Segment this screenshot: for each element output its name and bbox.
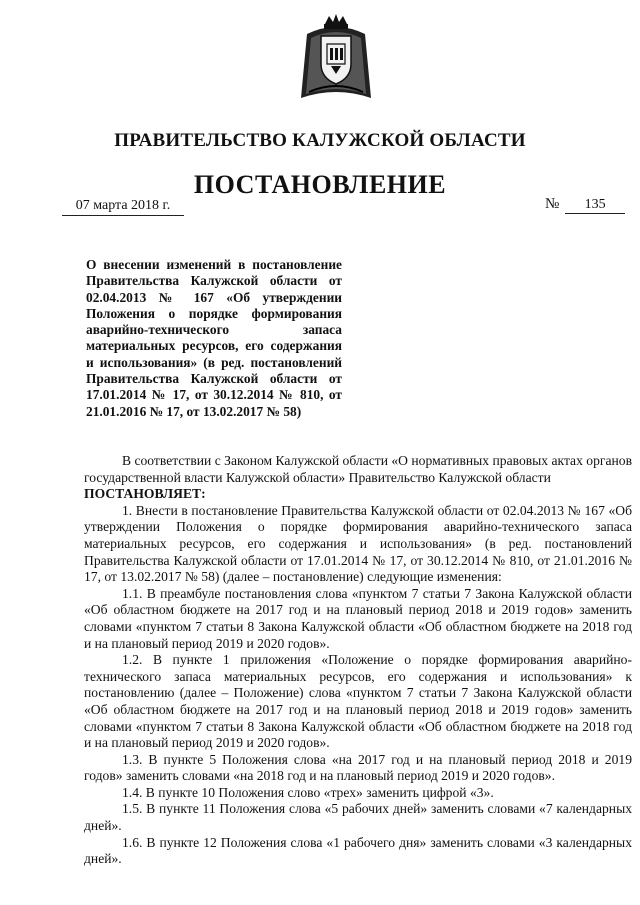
resolves-heading: ПОСТАНОВЛЯЕТ: xyxy=(84,486,206,502)
paragraph-1-5: 1.5. В пункте 11 Положения слова «5 рабочих дней» заменить словами «7 календарных дней». xyxy=(84,801,632,834)
intro-paragraph: В соответствии с Законом Калужской области «О нормативных правовых актах органов государственной власти Калужской области» Правительство Калужской области xyxy=(84,453,632,485)
government-title: ПРАВИТЕЛЬСТВО КАЛУЖСКОЙ ОБЛАСТИ xyxy=(114,130,526,151)
document-number xyxy=(545,196,625,214)
paragraph-1-1: 1.1. В преамбуле постановления слова «пунктом 7 статьи 7 Закона Калужской области «Об областном бюджете на 2017 год и на плановый период 2018 и 2019 годов» заменить словами «пунктом 7 статьи 8 Закона Калужской области «Об областном бюджете на 2018 год и на плановый период 2019 и 2020 годов». xyxy=(84,585,632,651)
number-value: 135 xyxy=(565,197,625,214)
document-type-title: ПОСТАНОВЛЕНИЕ xyxy=(193,170,447,199)
coat-of-arms-icon xyxy=(297,14,375,104)
paragraph-1-3: 1.3. В пункте 5 Положения слова «на 2017 год и на плановый период 2018 и 2019 годов» заменить словами «на 2018 год и на плановый период 2019 и 2020 годов». xyxy=(84,751,632,784)
document-body xyxy=(84,453,632,868)
paragraph-1-2: 1.2. В пункте 1 приложения «Положение о порядке формирования аварийно-технического запаса материальных ресурсов, его содержания и использования» к постановлению (далее – Положение) слова «пунктом 7 статьи 7 Закона Калужской области «Об областном бюджете на 2017 год и на плановый период 2018 и 2019 годов» заменить словами «пунктом 7 статьи 8 Закона Калужской области «Об областном бюджете на 2018 год и на плановый период 2019 и 2020 годов». xyxy=(84,652,632,751)
document-subject: О внесении изменений в постановление Правительства Калужской области от 02.04.2013 № 167 «Об утверждении Положения о порядке формирования аварийно-технического запаса материальных ресурсов, его содержания и использования» (в ред. постановлений Правительства Калужской области от 17.01.2014 № 17, от 30.12.2014 № 810, от 21.01.2016 № 17, от 13.02.2017 № 58) xyxy=(86,257,342,419)
paragraph-1-4: 1.4. В пункте 10 Положения слово «трех» заменить цифрой «3». xyxy=(122,784,494,800)
paragraph-1-6: 1.6. В пункте 12 Положения слова «1 рабочего дня» заменить словами «3 календарных дней». xyxy=(84,834,632,867)
document-date: 07 марта 2018 г. xyxy=(62,198,184,216)
paragraph-1: 1. Внести в постановление Правительства Калужской области от 02.04.2013 № 167 «Об утверждении Положения о порядке формирования аварийно-технического запаса материальных ресурсов, его содержания и использования» (в ред. постановлений Правительства Калужской области от 17.01.2014 № 17, от 30.12.2014 № 810, от 21.01.2016 № 17, от 13.02.2017 № 58) (далее – постановление) следующие изменения: xyxy=(84,502,632,585)
number-sign: № xyxy=(545,196,560,212)
